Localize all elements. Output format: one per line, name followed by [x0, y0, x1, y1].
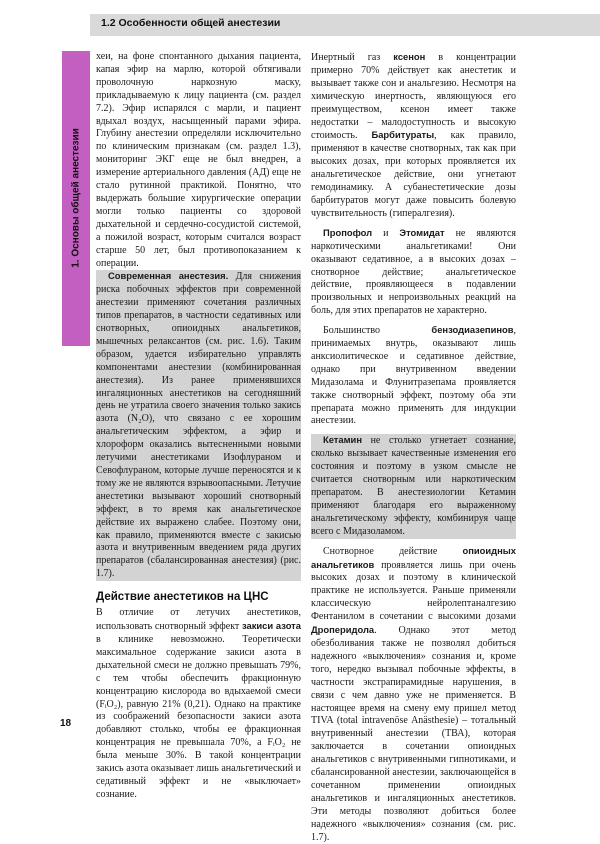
- page-header-title: 1.2 Особенности общей анестезии: [101, 17, 281, 29]
- term: Барбитураты: [371, 129, 435, 141]
- paragraph: В отличие от летучих анестетиков, использовать снотворный эффект закиси азота в клинике невозможно. Теоретически максимальное содержание закиси азота в дыхательной смеси не должно превышать 79%, с тем чтобы обеспечить фракционную концентрацию кислорода во вдыхаемой смеси (FᵢO₂), равную 21% (0,21). Однако на практике из соображений безопасности закиси азота добавляют столько, чтобы ее фракционная концентрация не превышала 70%, а FᵢO₂ не была меньше 30%. В такой концентрации закись азота оказывает лишь анальгетический и седативный эффект и не «выключает» сознание.: [96, 607, 301, 800]
- page-number: 18: [60, 718, 72, 729]
- chapter-tab-label: 1. Основы общей анестезии: [70, 128, 82, 268]
- highlighted-paragraph: Современная анестезия. Для снижения риска побочных эффектов при современной анестезии применяют сочетания различных типов препаратов, в частности седативных или снотворных, опиоидных анальгетиков, мышечных релаксантов (см. рис. 1.6). Таким образом, удается избирательно управлять компонентами анестезии (комбинированная анестезия). Из ранее применявшихся ингаляционных анестетиков на сегодняшний день не утратила своего значения только закись азота (N₂O), что связано с ее хорошим анальгетическим эффектом, а эфир и хлороформ оказались вытесненными новыми летучими анестетиками Изофлураном и Севофлураном, которые лучше переносятся и к тому же не являются взрывоопасными. Летучие анестетики вызывают хороший снотворный эффект, в то время как анальгетическое действие их выражено слабее. Поэтому они, как правило, применяются вместе с закисью азота и внутривенным введением ряда других препаратов (сбалансированная анестезия) (рис. 1.7).: [96, 270, 302, 580]
- term: Кетамин: [323, 434, 362, 446]
- paragraph: Большинство бензодиазепинов, принимаемых внутрь, оказывают лишь анксиолитическое и седативное действие, однако при внутривенном введении Мидазолама и Флунитразепама проявляется также снотворный эффект, поэтому оба эти препарата можно применять для индукции анестезии.: [311, 324, 516, 427]
- section-heading: Действие анестетиков на ЦНС: [96, 591, 269, 604]
- right-column: [311, 51, 516, 844]
- term: бензодиазепинов: [431, 324, 514, 336]
- highlighted-paragraph: Кетамин не столько угнетает сознание, сколько вызывает качественные изменения его состояния и поэтому в узком смысле не считается снотворным или наркотическим препаратом. В анестезиологии Кетамин применяют благодаря его выраженному анальгетическому эффекту, комбинируя чаще всего с Мидазоламом.: [311, 434, 516, 537]
- paragraph: Инертный газ ксенон в концентрации примерно 70% действует как анестетик и вызывает также сон и анальгезию. Несмотря на химическую инертность, являющуюся его преимуществом, ксенон имеет также недостатки – малодоступность и высокую стоимость. Барбитураты, как правило, применяют в качестве снотворных, так как при высоких дозах, при которых проявляется их анальгетическое действие, они угнетают гемодинамику. А субанестетические дозы барбитуратов могут даже повысить болевую чувствительность (гипералгезия).: [311, 51, 516, 219]
- paragraph: Снотворное действие опиоидных анальгетиков проявляется лишь при очень высоких дозах и поэтому в клинической практике не используется. Раньше применяли классическую нейролептаналгезию Фентанилом в сочетании с высокими дозами Дроперидола. Однако этот метод обезболивания также не позволял добиться надежного «выключения» сознания и, кроме того, нередко вызывал побочные эффекты, в частности экстрапирамидные нарушения, в связи с чем давно уже не применяется. В настоящее время на смену ему пришел метод TIVA (total intravenöse Anästhesie) – тотальный внутривенный анестезии (ТВА), которая заключается в сочетании опиоидных анальгетиков с внутривенными гипнотиками, и сбалансированной анестезии, заключающейся в сочетанном применении опиоидных анальгетиков и ингаляционных анестетиков. Эти методы позволяют добиться более надежного «выключения» сознания (см. рис. 1.7).: [311, 544, 516, 843]
- term: Дроперидола: [311, 624, 375, 636]
- term: закиси азота: [241, 620, 301, 632]
- left-column: [96, 51, 301, 802]
- term: Современная анестезия.: [108, 270, 229, 282]
- term: Этомидат: [399, 226, 445, 238]
- paragraph: хеи, на фоне спонтанного дыхания пациента, капая эфир на марлю, которой обтягивали проволочную наркозную маску, прикладываемую к лицу пациента (см. раздел 7.2). Эфир испарялся с марли, и пациент вдыхал воздух, насыщенный парами эфира. Глубину анестезии определяли исключительно по клиническим признакам (см. раздел 1.3), мониторинг ЭКГ еще не был внедрен, а измерение артериального давления (АД) еще не стало рутинной практикой. Понятно, что выдержать большие хирургические операции могли только пациенты со здоровой дыхательной и сердечно-сосудистой системой, а пожилой возраст, которым считался возраст старше 50 лет, был противопоказанием к операции.: [96, 51, 301, 269]
- term: Пропофол: [323, 226, 373, 238]
- paragraph: Пропофол и Этомидат не являются наркотическими анальгетиками! Они оказывают седативное, а в высоких дозах – снотворное действие; анальгетическое действие, проявляющееся в подавлении произвольных и непроизвольных реакций на боль, для этих препаратов не характерно.: [311, 226, 516, 317]
- term: опиоидных анальгетиков: [311, 544, 516, 570]
- term: ксенон: [393, 51, 426, 62]
